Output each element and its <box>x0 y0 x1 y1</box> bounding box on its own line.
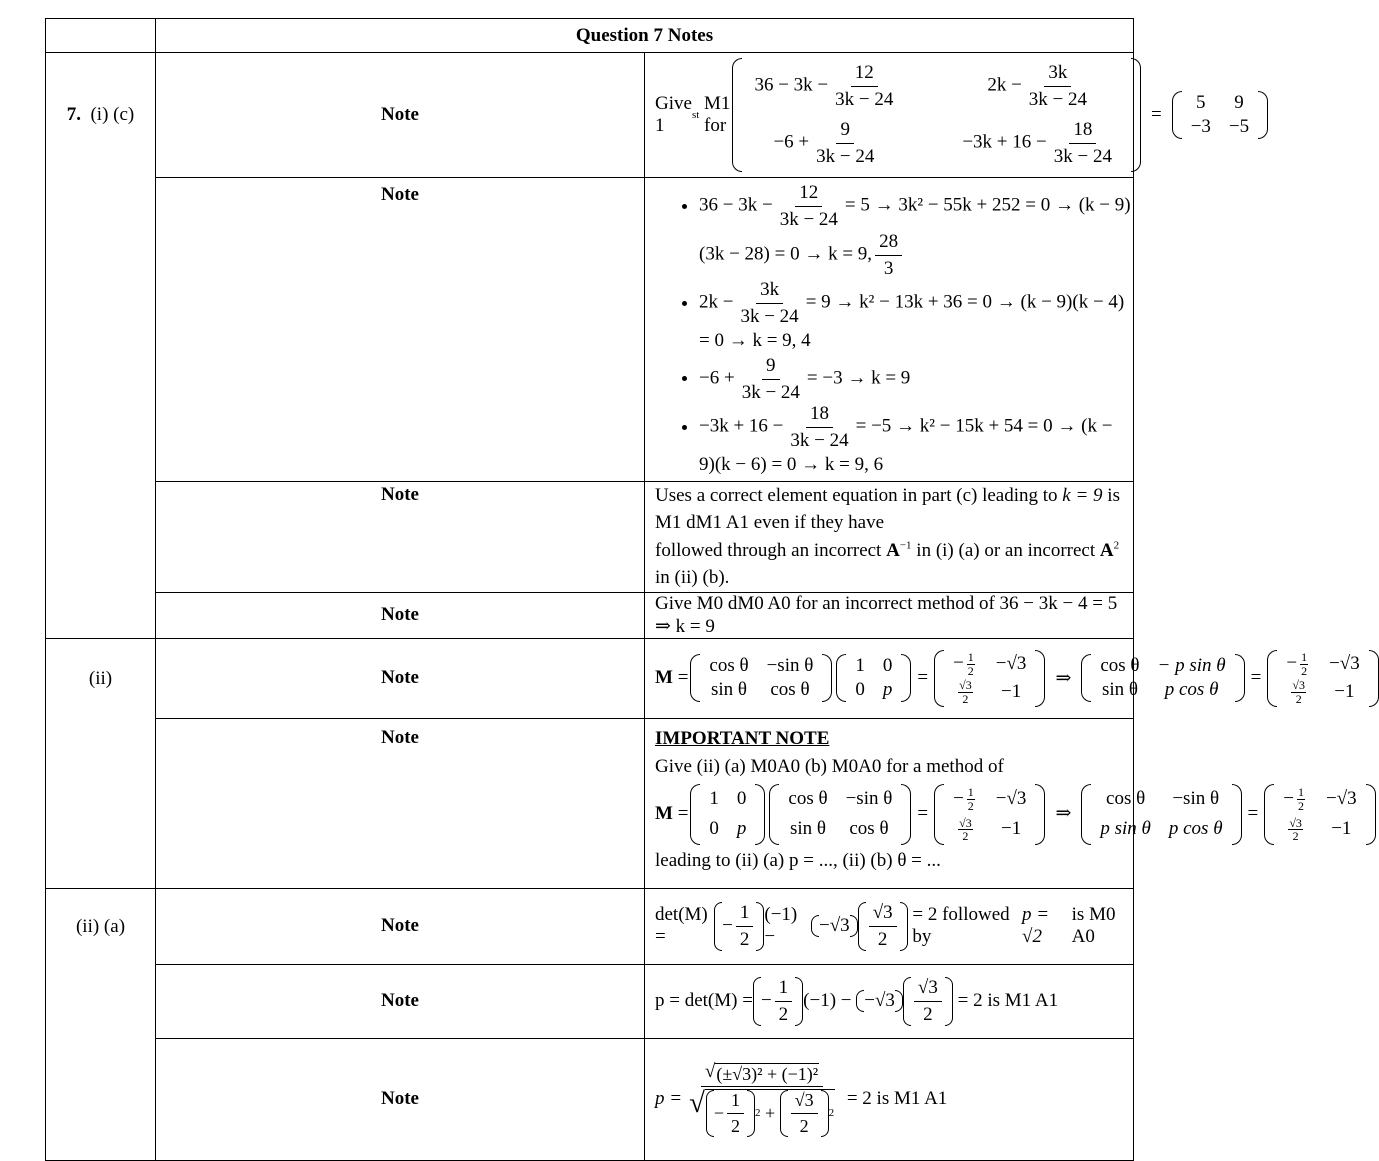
list-item: • 2k − $\frac{3k}{3k - 24}$ = 9 → k² − 13k + 36 = 0 → (k − 9)(k − 4) = 0 → k = 9, 4 <box>699 279 1133 354</box>
element-matrix: 36 − 3k − $\frac{12}{3k - 24}$ 2k − $\frac{3k}{3k - 24}$ −6 + $\frac{9}{3k - 24}$ −3k + 16 − $\frac{18}{3k - 24}$ <box>732 58 1141 171</box>
note-det-followed: det(M) = − $\frac{1}{2}$ (−1) − −√3 √3 2 = 2 followed by p = √2 is M0 A0 <box>645 888 1134 964</box>
note-label: Note <box>156 178 645 482</box>
part-label-ic: 7. (i) (c) <box>46 53 156 178</box>
note-correct-element: Uses a correct element equation in part (c) leading to k = 9 is M1 dM1 A1 even if they have followed through an incorrect $A^{-1}$ in (i) (a) or an incorrect $A^2$ in (ii) (b). <box>645 481 1134 592</box>
note-label: Note <box>156 638 645 718</box>
list-item: • 36 − 3k − $\frac{12}{3k - 24}$ = 5 → 3k² − 55k + 252 = 0 → (k − 9)(3k − 28) = 0 → k = 9, $\frac{28}{3}$ <box>699 182 1133 279</box>
part-label-ii: (ii) <box>46 638 156 718</box>
note-p-det: p = det(M) = − $\frac{1}{2}$ (−1) − −√3 √3 2 = 2 is M1 A1 <box>645 964 1134 1038</box>
notes-table <box>45 18 1360 1161</box>
note-matrix-product: M = cos θ −sin θ sin θ cos θ 1 0 0 p = − $\frac{1}{2}$ −√3 $\frac{√3}{2}$ −1 ⇒ cos θ − p sin θ sin θ p cos θ = − $\frac{1}{2}$ −√3 $\frac{√3}{2}$ −1 <box>645 638 1134 718</box>
note-matrix-equation: Give 1 st M1 for 36 − 3k − $\frac{12}{3k - 24}$ 2k − $\frac{3k}{3k - 24}$ −6 + $\frac{9}{3k - 24}$ −3k + 16 − $\frac{18}{3k - 24}$ = 5 9 −3 −5 <box>645 53 1134 178</box>
note-label: Note <box>156 888 645 964</box>
note-label: Note <box>156 718 645 888</box>
bullet-list <box>655 182 1133 479</box>
result-matrix: 5 9 −3 −5 <box>1172 91 1268 139</box>
important-heading: IMPORTANT NOTE <box>655 727 830 749</box>
note-important: IMPORTANT NOTE Give (ii) (a) M0A0 (b) M0A0 for a method of M = 1 0 0 p cos θ −sin θ sin θ cos θ = − $\frac{1}{2}$ −√3 $\frac{√3}{2}$ −1 ⇒ cos θ −sin θ p sin θ p cos θ = − $\frac{1}{2}$ −√3 $\frac{√3}{2}$ −1 leading to (ii) (a) p = ..., (ii) (b) θ = ... <box>645 718 1134 888</box>
blank-cell <box>46 19 156 53</box>
part-label-iia: (ii) (a) <box>46 888 156 964</box>
note-label: Note <box>156 592 645 638</box>
note-label: Note <box>156 53 645 178</box>
note-label: Note <box>156 1038 645 1160</box>
page-title: Question 7 Notes <box>156 19 1134 53</box>
note-bullets <box>645 178 1134 482</box>
note-label: Note <box>156 964 645 1038</box>
list-item: • −6 + $\frac{9}{3k - 24}$ = −3 → k = 9 <box>699 355 1133 404</box>
note-label: Note <box>156 481 645 592</box>
list-item: • −3k + 16 − $\frac{18}{3k - 24}$ = −5 → k² − 15k + 54 = 0 → (k − 9)(k − 6) = 0 → k = 9, 6 <box>699 403 1133 478</box>
note-incorrect-method: Give M0 dM0 A0 for an incorrect method of 36 − 3k − 4 = 5 ⇒ k = 9 <box>645 592 1134 638</box>
note-p-modulus: p = √ (±√3)² + (−1)² √ − $\frac{1}{2}$ 2 + √3 2 2 = 2 is M1 A1 <box>645 1038 1134 1160</box>
